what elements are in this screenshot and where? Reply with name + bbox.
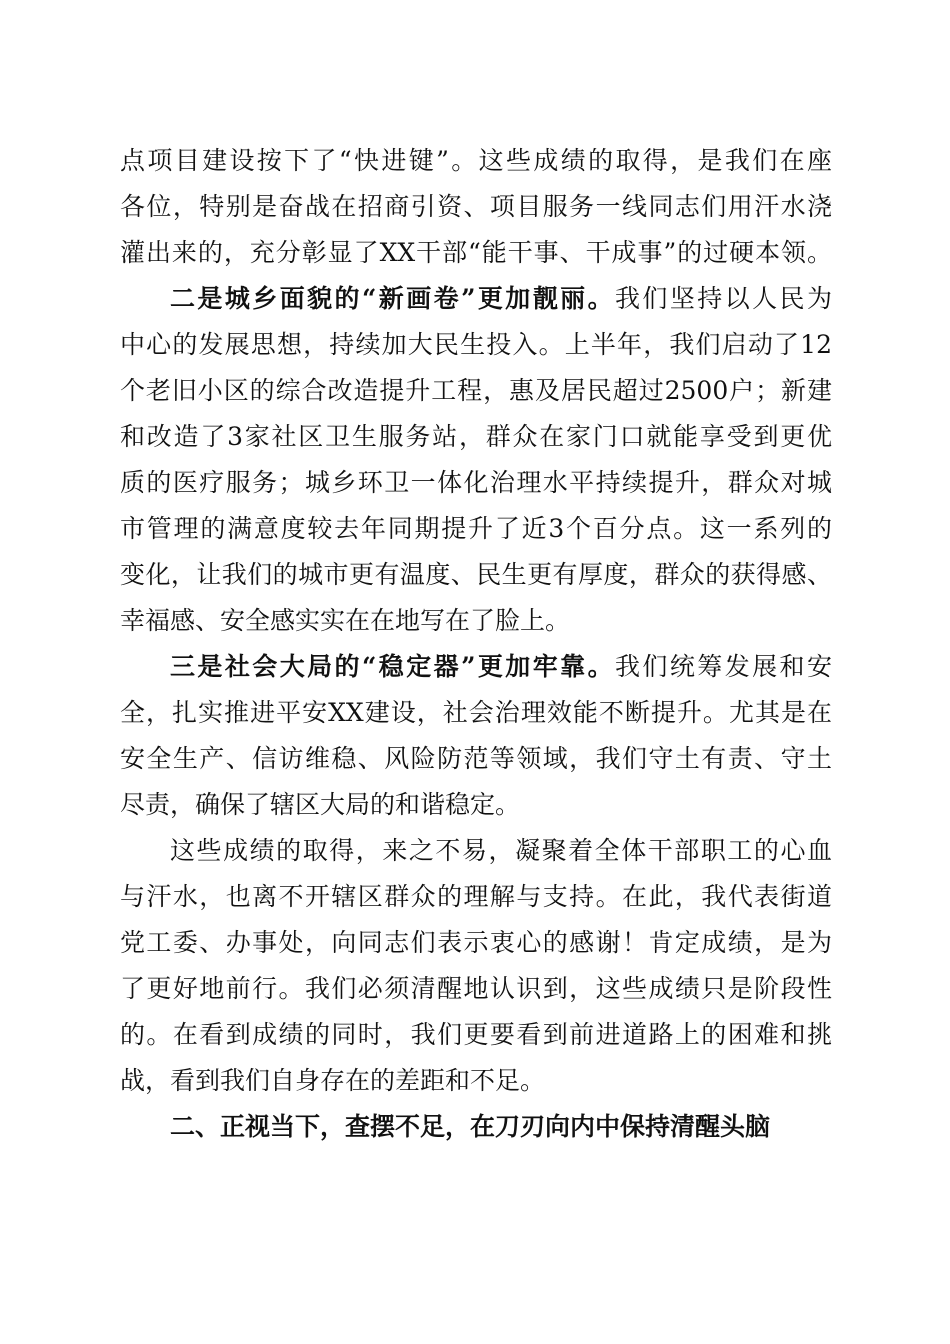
- paragraph-line: 和改造了3家社区卫生服务站，群众在家门口就能享受到更优: [120, 422, 832, 451]
- paragraph-line: 中心的发展思想，持续加大民生投入。上半年，我们启动了12: [120, 330, 832, 359]
- paragraph-line: 全，扎实推进平安XX建设，社会治理效能不断提升。尤其是在: [120, 698, 832, 727]
- paragraph-line: 各位，特别是奋战在招商引资、项目服务一线同志们用汗水浇: [120, 192, 832, 221]
- paragraph-line: 个老旧小区的综合改造提升工程，惠及居民超过2500户；新建: [120, 376, 832, 405]
- section-heading: 二、正视当下，查摆不足，在刀刃向内中保持清醒头脑: [170, 1112, 771, 1141]
- paragraph-first-line: [170, 277, 832, 321]
- paragraph-line: 质的医疗服务；城乡环卫一体化治理水平持续提升，群众对城: [120, 468, 832, 497]
- paragraph-line: 了更好地前行。我们必须清醒地认识到，这些成绩只是阶段性: [120, 974, 832, 1003]
- paragraph-line: 战，看到我们自身存在的差距和不足。: [120, 1066, 546, 1095]
- paragraph-line: 幸福感、安全感实实在在地写在了脸上。: [120, 606, 571, 635]
- paragraph-first-line: 这些成绩的取得，来之不易，凝聚着全体干部职工的心血: [170, 836, 832, 865]
- paragraph-line: 灌出来的，充分彰显了XX干部“能干事、干成事”的过硬本领。: [120, 238, 832, 267]
- paragraph-line: 点项目建设按下了“快进键”。这些成绩的取得，是我们在座: [120, 146, 832, 175]
- paragraph-line: 与汗水，也离不开辖区群众的理解与支持。在此，我代表街道: [120, 882, 832, 911]
- paragraph-line: 尽责，确保了辖区大局的和谐稳定。: [120, 790, 521, 819]
- paragraph-line: 市管理的满意度较去年同期提升了近3个百分点。这一系列的: [120, 514, 832, 543]
- paragraph-line: 变化，让我们的城市更有温度、民生更有厚度，群众的获得感、: [120, 560, 832, 589]
- paragraph-line: 的。在看到成绩的同时，我们更要看到前进道路上的困难和挑: [120, 1020, 832, 1049]
- paragraph-first-line: [170, 645, 832, 689]
- paragraph-line: 党工委、办事处，向同志们表示衷心的感谢！肯定成绩，是为: [120, 928, 832, 957]
- paragraph-lead-heading: 二是城乡面貌的“新画卷”更加靓丽。: [170, 284, 615, 313]
- paragraph-line: 安全生产、信访维稳、风险防范等领域，我们守土有责、守土: [120, 744, 832, 773]
- paragraph-lead-heading: 三是社会大局的“稳定器”更加牢靠。: [170, 652, 615, 681]
- paragraph-text: 我们坚持以人民为: [615, 284, 832, 313]
- paragraph-text: 我们统筹发展和安: [615, 652, 832, 681]
